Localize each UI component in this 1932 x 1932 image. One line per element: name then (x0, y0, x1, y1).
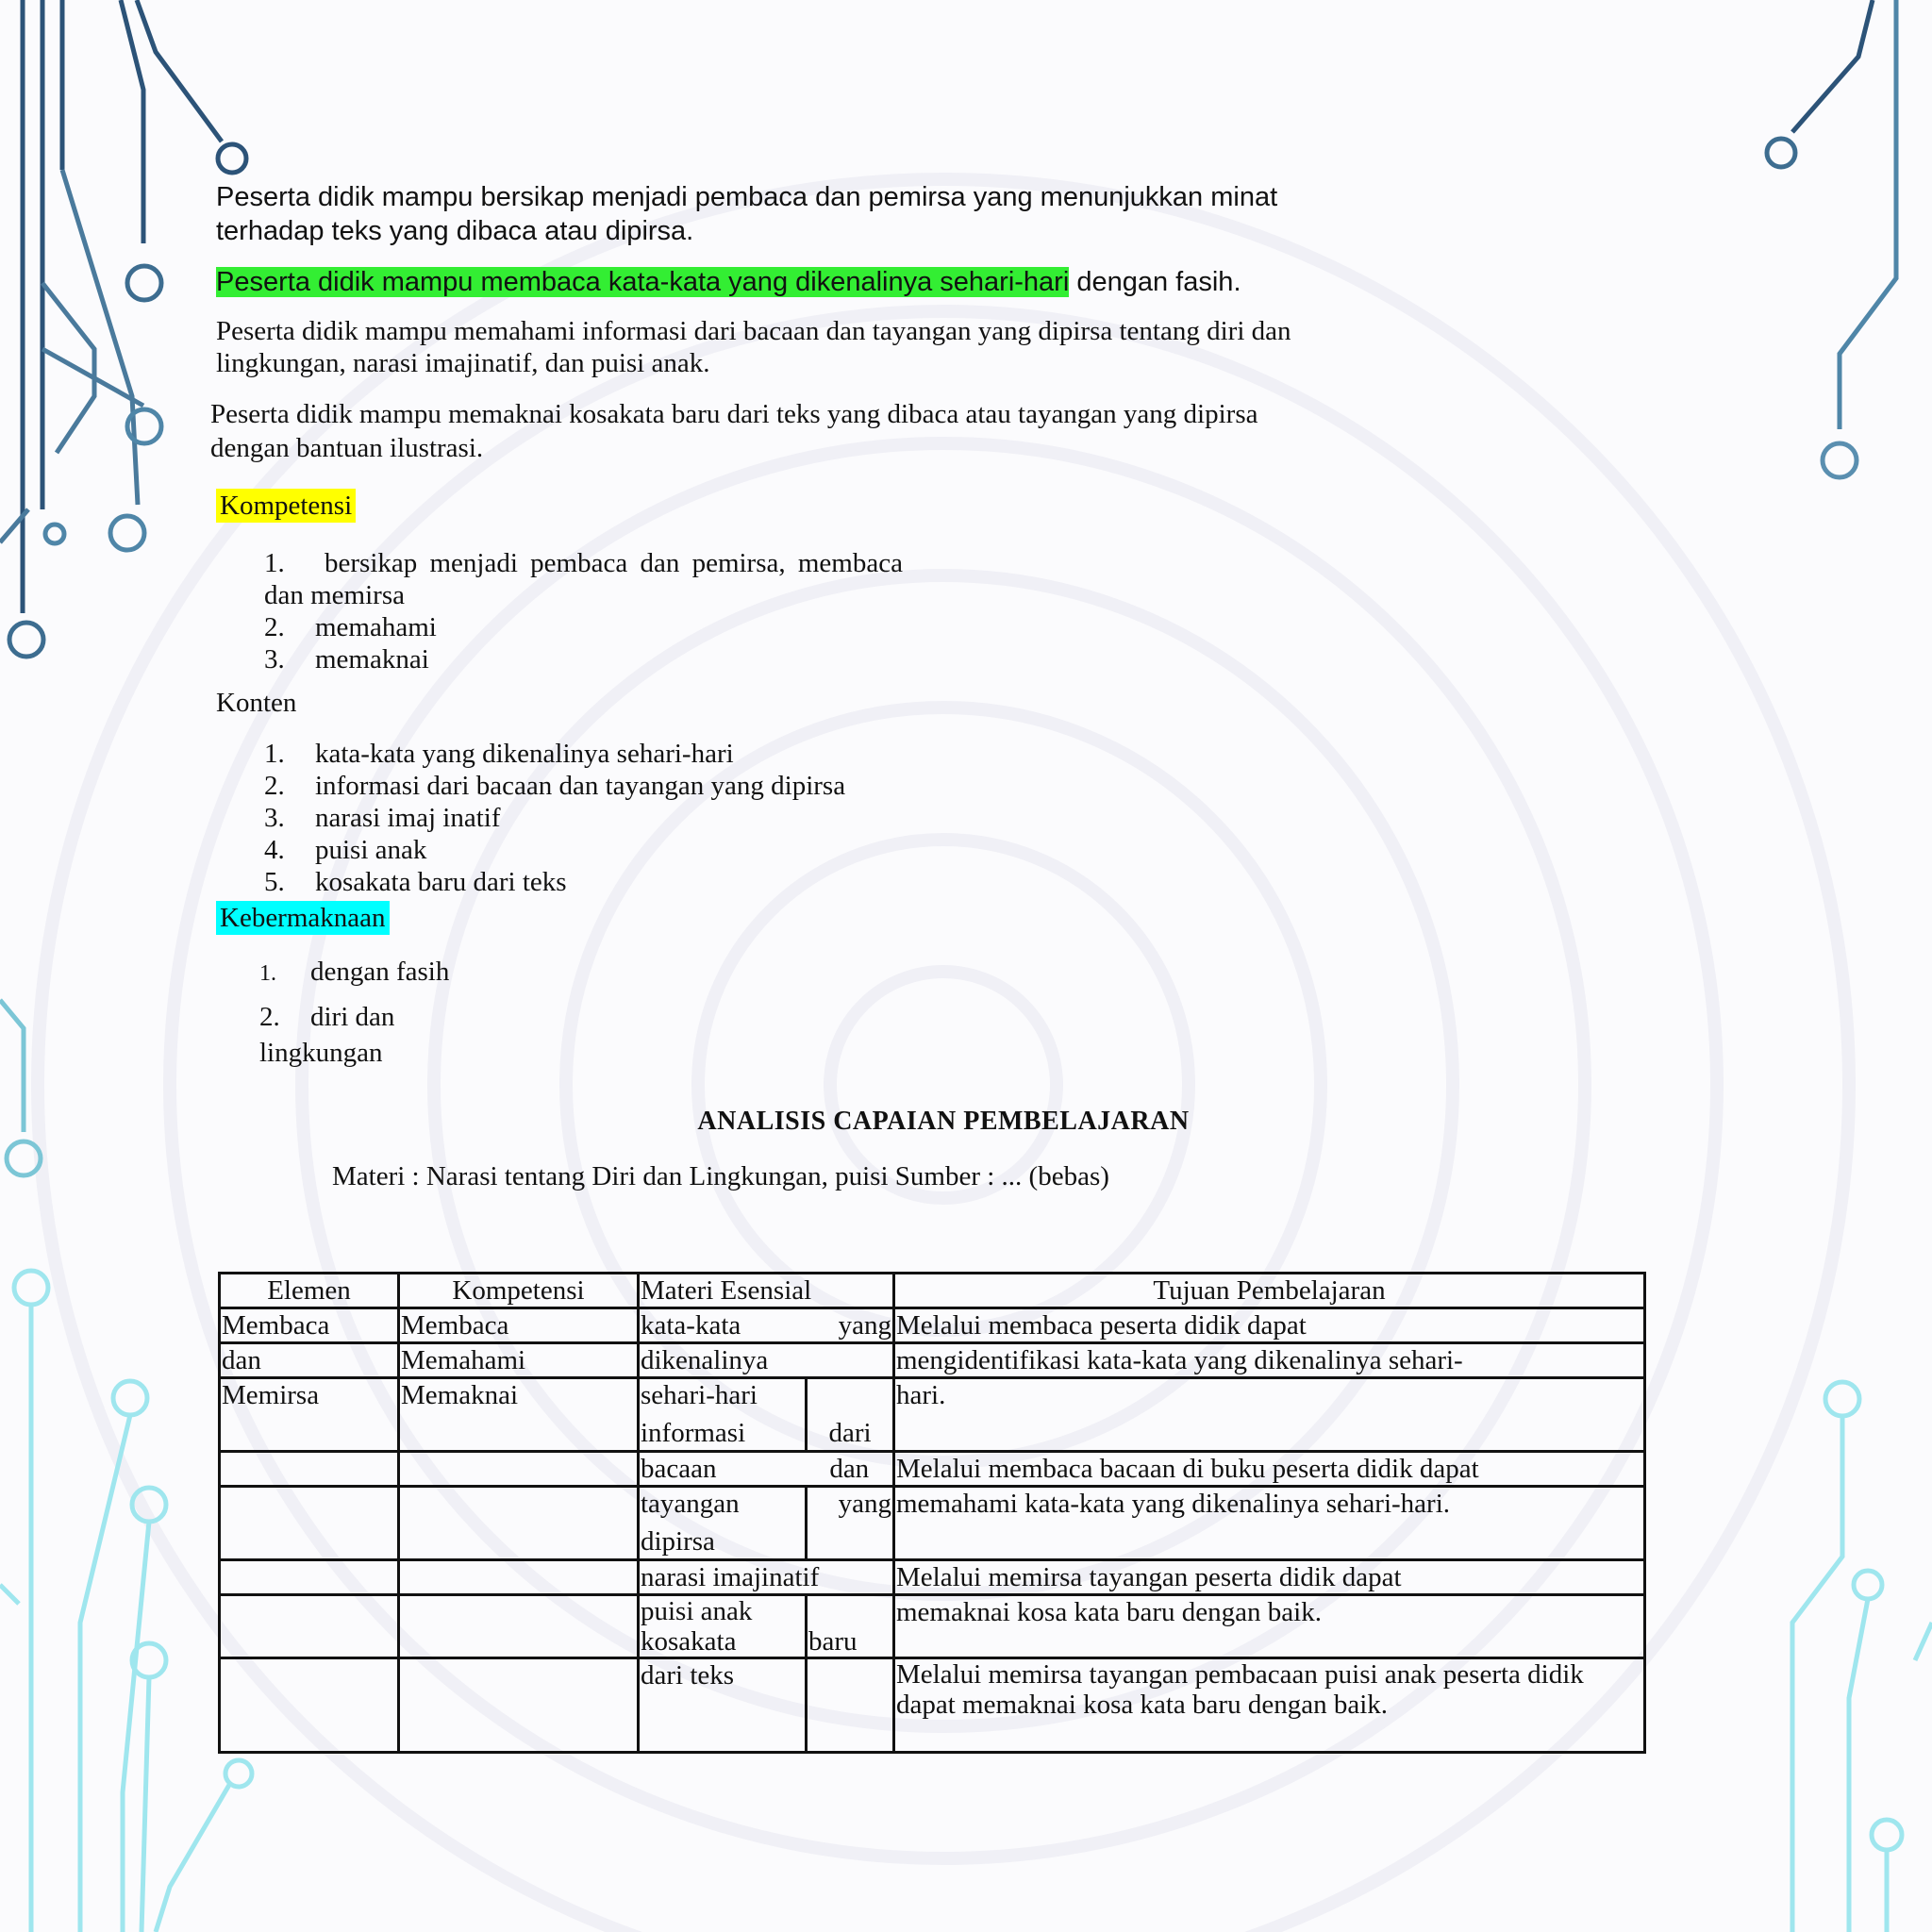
table-cell (399, 1452, 639, 1487)
table-cell: narasi imajinatif (639, 1560, 894, 1595)
list-item: 2. informasi dari bacaan dan tayangan yang dipirsa (264, 771, 846, 801)
table-cell: dikenalinya (639, 1343, 894, 1378)
table-row (220, 1343, 1645, 1378)
paragraph-memahami: Peserta didik mampu memahami informasi dari bacaan dan tayangan yang dipirsa tentang diri dan lingkungan, narasi imajinatif, dan puisi anak. (216, 316, 1291, 378)
highlight-green: Peserta didik mampu membaca kata-kata yang dikenalinya sehari-hari (216, 267, 1070, 297)
paragraph-membaca-end: dengan fasih. (1069, 267, 1241, 297)
kebermaknaan-item-1: 1. dengan fasih (259, 957, 450, 987)
table-cell: Memaknai (399, 1378, 639, 1452)
header-materi-esensial: Materi Esensial (639, 1274, 894, 1308)
header-tujuan: Tujuan Pembelajaran (894, 1274, 1645, 1308)
kebermaknaan-item-2-cont: lingkungan (259, 1038, 383, 1068)
highlight-yellow: Kompetensi (216, 489, 356, 523)
table-cell: hari. (894, 1378, 1645, 1452)
list-item: 1. bersikap menjadi pembaca dan pemirsa, membaca (264, 548, 903, 578)
konten-list (264, 738, 1113, 898)
kebermaknaan-item-2: 2. diri dan (259, 1002, 395, 1032)
header-elemen: Elemen (220, 1274, 399, 1308)
kompetensi-list (264, 547, 1019, 675)
table-cell (807, 1658, 894, 1753)
table-cell (220, 1560, 399, 1595)
list-item: 1. kata-kata yang dikenalinya sehari-hari (264, 739, 734, 769)
list-item: dan memirsa (264, 580, 405, 610)
table-cell: yang (807, 1487, 894, 1560)
table-row (220, 1452, 1645, 1487)
table-cell (399, 1487, 639, 1560)
paragraph-membaca (216, 265, 1442, 299)
list-item: 4. puisi anak (264, 835, 427, 865)
table-cell: Memirsa (220, 1378, 399, 1452)
table-cell: bacaan (639, 1452, 807, 1487)
list-item: 3. narasi imaj inatif (264, 803, 501, 833)
table-cell (220, 1452, 399, 1487)
table-row (220, 1560, 1645, 1595)
table-cell: Melalui membaca bacaan di buku peserta didik dapat (894, 1452, 1645, 1487)
table-row (220, 1487, 1645, 1560)
table-cell: sehari-hari informasi (639, 1378, 807, 1452)
table-cell (220, 1658, 399, 1753)
header-kompetensi: Kompetensi (399, 1274, 639, 1308)
table-cell: dari teks (639, 1658, 807, 1753)
table-cell: memahami kata-kata yang dikenalinya sehari-hari. (894, 1487, 1645, 1560)
list-item: 3. memaknai (264, 644, 429, 675)
table-cell: memaknai kosa kata baru dengan baik. (894, 1595, 1645, 1658)
circuit-bottom-right (1792, 1382, 1932, 1932)
table-row (220, 1658, 1645, 1753)
highlight-cyan: Kebermaknaan (216, 901, 390, 935)
table-cell: dari (807, 1378, 894, 1452)
materi-line: Materi : Narasi tentang Diri dan Lingkungan, puisi Sumber : ... (bebas) (332, 1161, 1109, 1191)
paragraph-bersikap: Peserta didik mampu bersikap menjadi pembaca dan pemirsa yang menunjukkan minat terhadap teks yang dibaca atau dipirsa. (216, 182, 1278, 246)
table-cell: mengidentifikasi kata-kata yang dikenalinya sehari- (894, 1343, 1645, 1378)
konten-heading: Konten (216, 688, 297, 718)
table-cell (220, 1487, 399, 1560)
table-cell: baru (807, 1595, 894, 1658)
capaian-table (218, 1272, 1646, 1754)
table-cell: Membaca (399, 1308, 639, 1343)
table-cell (399, 1560, 639, 1595)
table-cell: Melalui membaca peserta didik dapat (894, 1308, 1645, 1343)
analisis-title: ANALISIS CAPAIAN PEMBELAJARAN (697, 1107, 1190, 1136)
table-cell: puisi anak kosakata (639, 1595, 807, 1658)
table-cell (399, 1658, 639, 1753)
list-item: 5. kosakata baru dari teks (264, 867, 567, 897)
table-cell: dan (807, 1452, 894, 1487)
table-row (220, 1308, 1645, 1343)
table-cell (399, 1595, 639, 1658)
kebermaknaan-heading (216, 901, 390, 935)
table-cell (220, 1595, 399, 1658)
table-cell: Melalui memirsa tayangan peserta didik dapat (894, 1560, 1645, 1595)
table-row (220, 1595, 1645, 1658)
table-cell: Membaca (220, 1308, 399, 1343)
table-header-row (220, 1274, 1645, 1308)
table-cell: yang (807, 1308, 894, 1343)
table-cell: dan (220, 1343, 399, 1378)
paragraph-memaknai: Peserta didik mampu memaknai kosakata baru dari teks yang dibaca atau tayangan yang dipirsa dengan bantuan ilustrasi. (210, 399, 1258, 463)
circuit-top-right (1767, 0, 1896, 477)
list-item: 2. memahami (264, 612, 437, 642)
table-cell: Melalui memirsa tayangan pembacaan puisi anak peserta didik dapat memaknai kosa kata baru dengan baik. (894, 1658, 1645, 1753)
table-row (220, 1378, 1645, 1452)
table-cell: tayangan dipirsa (639, 1487, 807, 1560)
kompetensi-heading (216, 489, 356, 523)
table-cell: kata-kata (639, 1308, 807, 1343)
table-cell: Memahami (399, 1343, 639, 1378)
